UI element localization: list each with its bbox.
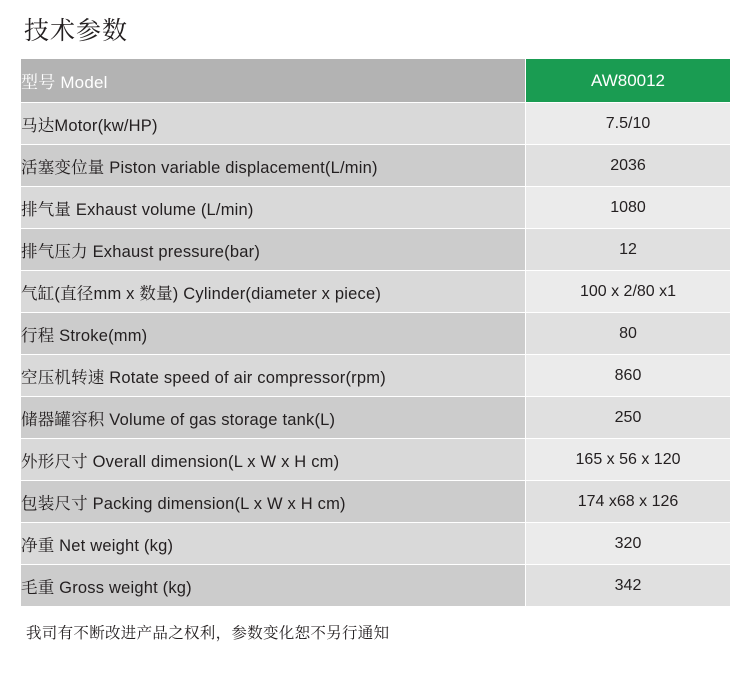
table-row (21, 355, 731, 397)
row-value: 7.5/10 (526, 103, 731, 145)
row-value: 80 (526, 313, 731, 355)
row-value: 2036 (526, 145, 731, 187)
row-label: 活塞变位量 Piston variable displacement(L/min) (21, 145, 526, 187)
row-label: 外形尺寸 Overall dimension(L x W x H cm) (21, 439, 526, 481)
row-value: 320 (526, 523, 731, 565)
row-label: 储器罐容积 Volume of gas storage tank(L) (21, 397, 526, 439)
row-value: 860 (526, 355, 731, 397)
row-label: 行程 Stroke(mm) (21, 313, 526, 355)
row-value: 174 x68 x 126 (526, 481, 731, 523)
table-row (21, 187, 731, 229)
table-row (21, 439, 731, 481)
row-label: 气缸(直径mm x 数量) Cylinder(diameter x piece) (21, 271, 526, 313)
page-title: 技术参数 (24, 17, 129, 45)
table-row (21, 145, 731, 187)
row-value: 342 (526, 565, 731, 607)
table-row (21, 103, 731, 145)
table-row (21, 565, 731, 607)
table-row (21, 271, 731, 313)
row-label: 净重 Net weight (kg) (21, 523, 526, 565)
table-row (21, 229, 731, 271)
table-row (21, 481, 731, 523)
table-row (21, 313, 731, 355)
row-value: 250 (526, 397, 731, 439)
specifications-table (20, 58, 731, 607)
header-value-model: AW80012 (526, 59, 731, 103)
row-label: 空压机转速 Rotate speed of air compressor(rpm) (21, 355, 526, 397)
row-label: 毛重 Gross weight (kg) (21, 565, 526, 607)
row-value: 1080 (526, 187, 731, 229)
row-value: 100 x 2/80 x1 (526, 271, 731, 313)
table-row (21, 523, 731, 565)
table-header-row (21, 59, 731, 103)
row-value: 165 x 56 x 120 (526, 439, 731, 481)
table-row (21, 397, 731, 439)
row-label: 马达Motor(kw/HP) (21, 103, 526, 145)
row-label: 排气量 Exhaust volume (L/min) (21, 187, 526, 229)
row-label: 排气压力 Exhaust pressure(bar) (21, 229, 526, 271)
row-value: 12 (526, 229, 731, 271)
footnote-text: 我司有不断改进产品之权利，参数变化恕不另行通知 (26, 625, 390, 642)
row-label: 包装尺寸 Packing dimension(L x W x H cm) (21, 481, 526, 523)
header-label-model: 型号 Model (21, 59, 526, 103)
